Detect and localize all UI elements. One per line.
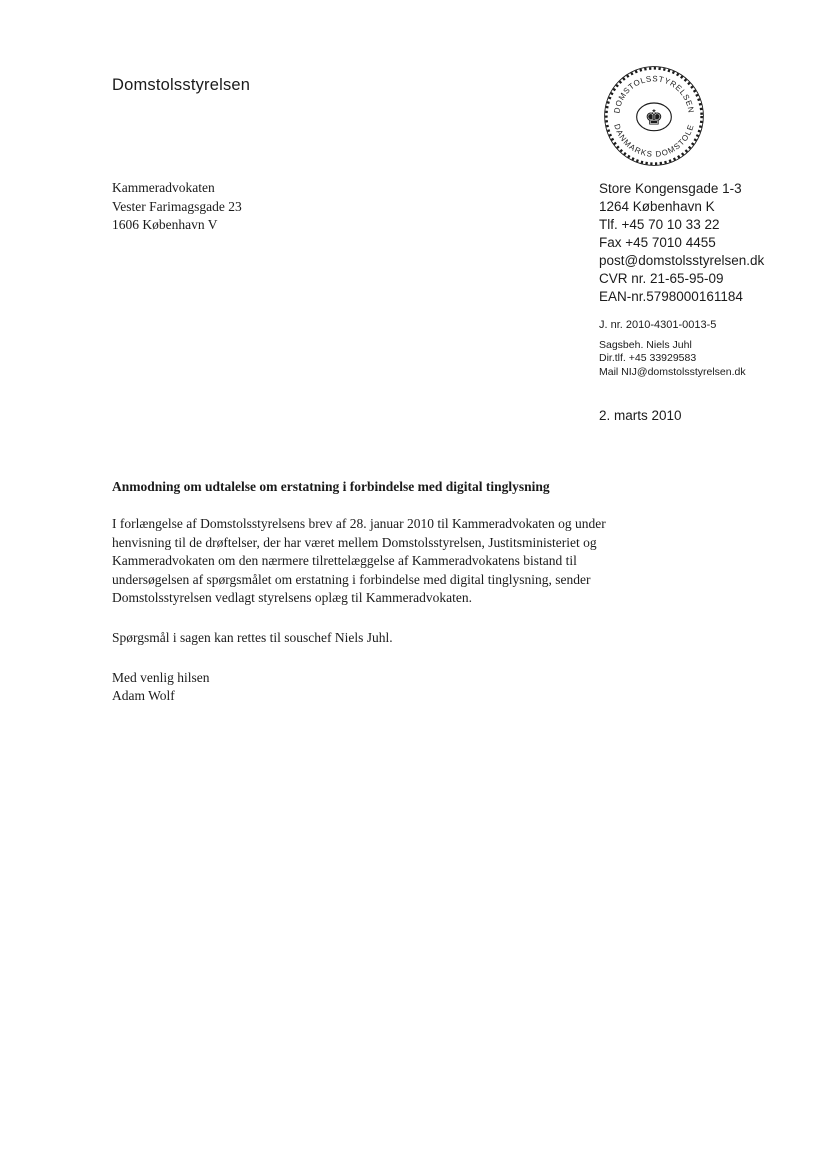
seal-bottom-text: DANMARKS DOMSTOLE <box>612 122 696 159</box>
closing-phrase: Med venlig hilsen <box>112 669 210 685</box>
sender-address-line: Store Kongensgade 1-3 <box>599 181 742 196</box>
sender-address-line: 1264 København K <box>599 199 715 214</box>
sender-cvr: CVR nr. 21-65-95-09 <box>599 271 724 286</box>
recipient-line: Vester Farimagsgade 23 <box>112 198 242 214</box>
subject-heading: Anmodning om udtalelse om erstatning i forbindelse med digital tinglysning <box>112 479 550 494</box>
letterhead-title: Domstolsstyrelsen <box>112 76 251 94</box>
body-paragraph: Spørgsmål i sagen kan rettes til souschef Niels Juhl. <box>112 629 393 645</box>
sender-fax: Fax +45 7010 4455 <box>599 235 716 250</box>
sender-contact-block <box>599 180 764 306</box>
sender-ean: EAN-nr.5798000161184 <box>599 289 743 304</box>
crown-icon: ♚ <box>644 105 664 130</box>
caseworker-line: Sagsbeh. Niels Juhl <box>599 338 692 351</box>
body-paragraph: I forlængelse af Domstolsstyrelsens brev af 28. januar 2010 til Kammeradvokaten og under henvisning til de drøftelser, der har været mellem Domstolsstyrelsen, Justitsministeriet og Kammeradvokaten om den nærmere tilrettelæggelse af Kammeradvokatens bistand til undersøgelsen af spørgsmålet om erstatning i forbindelse med digital tinglysning, sender Domstolsstyrelsen vedlagt styrelsens oplæg til Kammeradvokaten. <box>112 516 606 606</box>
sender-phone: Tlf. +45 70 10 33 22 <box>599 217 720 232</box>
journal-number: J. nr. 2010-4301-0013-5 <box>599 319 717 331</box>
recipient-line: 1606 København V <box>112 217 218 232</box>
letter-body <box>112 477 609 727</box>
caseworker-mail-line: Mail NIJ@domstolsstyrelsen.dk <box>599 365 746 378</box>
seal-top-text: DOMSTOLSSTYRELSEN <box>612 74 696 114</box>
recipient-line: Kammeradvokaten <box>112 180 215 195</box>
signature-name: Adam Wolf <box>112 688 175 704</box>
sender-email: post@domstolsstyrelsen.dk <box>599 253 765 268</box>
domstolsstyrelsen-seal <box>602 64 706 168</box>
recipient-address <box>112 179 242 235</box>
letter-date: 2. marts 2010 <box>599 408 682 423</box>
case-info-block <box>599 319 746 379</box>
direct-phone-line: Dir.tlf. +45 33929583 <box>599 352 697 364</box>
